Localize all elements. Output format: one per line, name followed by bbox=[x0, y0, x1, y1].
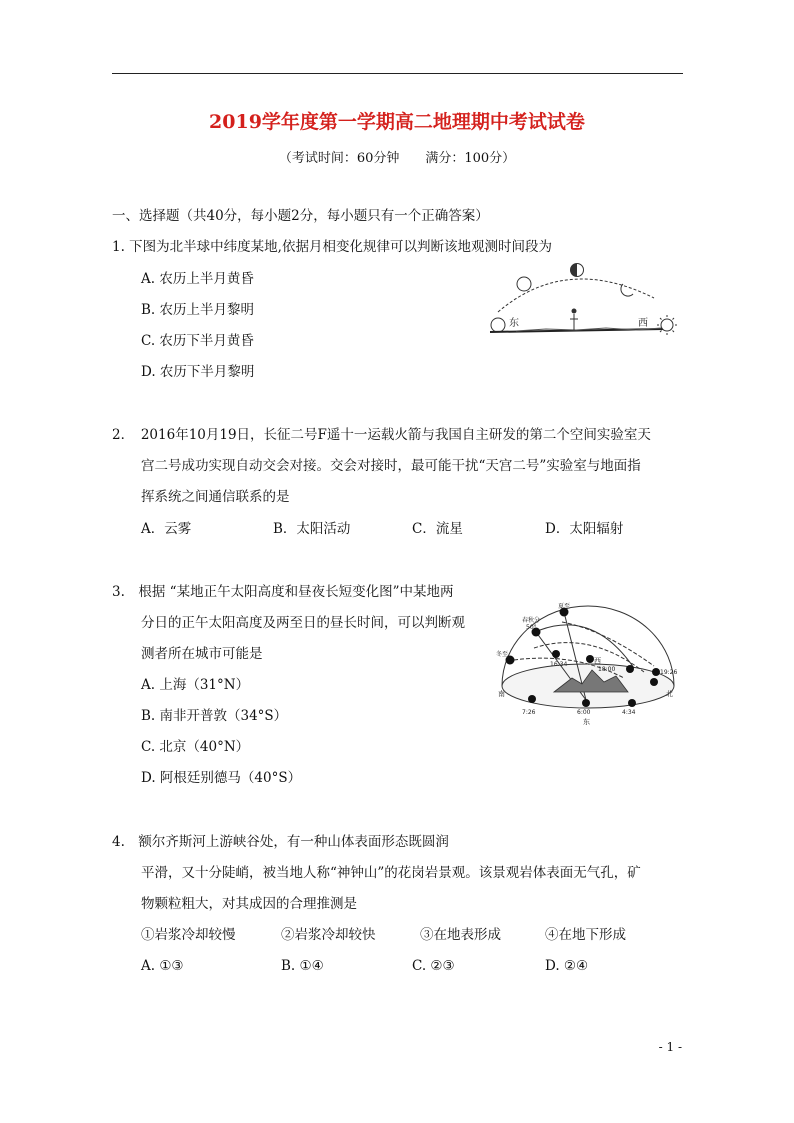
full-moon-icon bbox=[491, 318, 505, 332]
q3-time-5: 6:00 bbox=[577, 709, 591, 716]
sun-dot-icon bbox=[628, 699, 636, 707]
q1-option-c: C. 农历下半月黄昏 bbox=[141, 333, 254, 349]
sun-dot-icon bbox=[586, 655, 594, 663]
q3-label-angle: 50° bbox=[526, 624, 537, 631]
q1-option-b: B. 农历上半月黎明 bbox=[141, 302, 255, 318]
q2-stem-line3: 挥系统之间通信联系的是 bbox=[141, 489, 290, 505]
q3-time-1: 16:34 bbox=[550, 661, 568, 668]
q3-label-north: 北 bbox=[666, 690, 673, 698]
moon-phase-figure bbox=[486, 262, 686, 344]
q4-stem-line2: 平滑，又十分陡峭，被当地人称“神钟山”的花岗岩景观。该景观岩体表面无气孔，矿 bbox=[141, 865, 641, 881]
q3-stem-line3: 测者所在城市可能是 bbox=[141, 646, 263, 662]
gibbous-moon-icon bbox=[517, 277, 531, 291]
q3-label-west: 西 bbox=[594, 657, 601, 665]
q2-option-d: D．太阳辐射 bbox=[545, 521, 624, 537]
q2-option-a: A．云雾 bbox=[141, 521, 192, 537]
q3-label-south: 南 bbox=[498, 690, 505, 698]
q2-stem-line1: 2． 2016年10月19日，长征二号F遥十一运载火箭与我国自主研发的第二个空间实验室天 bbox=[112, 427, 651, 443]
sun-dot-icon bbox=[650, 678, 658, 686]
q4-statement-2: ②岩浆冷却较快 bbox=[281, 927, 376, 943]
section-heading: 一、选择题（共40分，每小题2分，每小题只有一个正确答案） bbox=[112, 208, 489, 224]
q3-stem-line1: 3. 根据 “某地正午太阳高度和昼夜长短变化图”中某地两 bbox=[112, 584, 454, 600]
q4-stem-line3: 物颗粒粗大，对其成因的合理推测是 bbox=[141, 896, 357, 912]
exam-subtitle: （考试时间：60分钟 满分：100分） bbox=[278, 151, 516, 166]
exam-title: 2019学年度第一学期高二地理期中考试试卷 bbox=[209, 111, 585, 133]
sun-dot-icon bbox=[652, 668, 660, 676]
sun-dot-icon bbox=[626, 665, 634, 673]
q3-label-winter: 冬至 bbox=[496, 651, 509, 658]
sun-dot-icon bbox=[528, 695, 536, 703]
q1-label-west: 西 bbox=[638, 318, 648, 329]
q3-time-2: 18:00 bbox=[598, 666, 616, 673]
q2-stem-line2: 宫二号成功实现自动交会对接。交会对接时，最可能干扰“天宫二号”实验室与地面指 bbox=[141, 458, 641, 474]
q2-option-c: C．流星 bbox=[412, 521, 463, 537]
q3-time-3: 19:26 bbox=[660, 669, 678, 676]
sun-icon bbox=[661, 319, 673, 331]
q3-option-d: D. 阿根廷别德马（40°S） bbox=[141, 770, 302, 786]
q3-time-6: 4:34 bbox=[622, 709, 636, 716]
q3-time-4: 7:26 bbox=[522, 709, 536, 716]
q4-statement-4: ④在地下形成 bbox=[545, 927, 626, 943]
page-number: - 1 - bbox=[658, 1040, 682, 1054]
q1-option-d: D. 农历下半月黎明 bbox=[141, 364, 255, 380]
sun-path-figure bbox=[494, 600, 684, 735]
q1-label-east: 东 bbox=[509, 318, 519, 329]
q3-label-equinox: 春秋分 bbox=[522, 617, 541, 624]
q4-option-d: D. ②④ bbox=[545, 958, 589, 974]
q1-option-a: A. 农历上半月黄昏 bbox=[141, 271, 254, 287]
observer-icon bbox=[572, 309, 577, 314]
q4-option-c: C. ②③ bbox=[412, 958, 455, 974]
q1-stem: 1. 下图为北半球中纬度某地,依据月相变化规律可以判断该地观测时间段为 bbox=[112, 239, 552, 255]
q3-stem-line2: 分日的正午太阳高度及两至日的昼长时间，可以判断观 bbox=[141, 615, 465, 631]
q3-label-east: 东 bbox=[583, 718, 590, 726]
q4-option-a: A. ①③ bbox=[141, 958, 184, 974]
sun-dot-icon bbox=[552, 650, 560, 658]
q4-option-b: B. ①④ bbox=[281, 958, 324, 974]
sun-dot-icon bbox=[582, 699, 590, 707]
crescent-moon-icon bbox=[621, 284, 633, 296]
q4-statement-1: ①岩浆冷却较慢 bbox=[141, 927, 236, 943]
top-rule bbox=[112, 73, 683, 74]
q4-stem-line1: 4. 额尔齐斯河上游峡谷处，有一种山体表面形态既圆润 bbox=[112, 834, 449, 850]
q2-option-b: B．太阳活动 bbox=[273, 521, 351, 537]
q3-option-b: B. 南非开普敦（34°S） bbox=[141, 708, 288, 724]
q3-option-c: C. 北京（40°N） bbox=[141, 739, 250, 755]
q4-statement-3: ③在地表形成 bbox=[420, 927, 501, 943]
q3-option-a: A. 上海（31°N） bbox=[141, 677, 250, 693]
q3-label-summer: 夏至 bbox=[558, 603, 571, 610]
